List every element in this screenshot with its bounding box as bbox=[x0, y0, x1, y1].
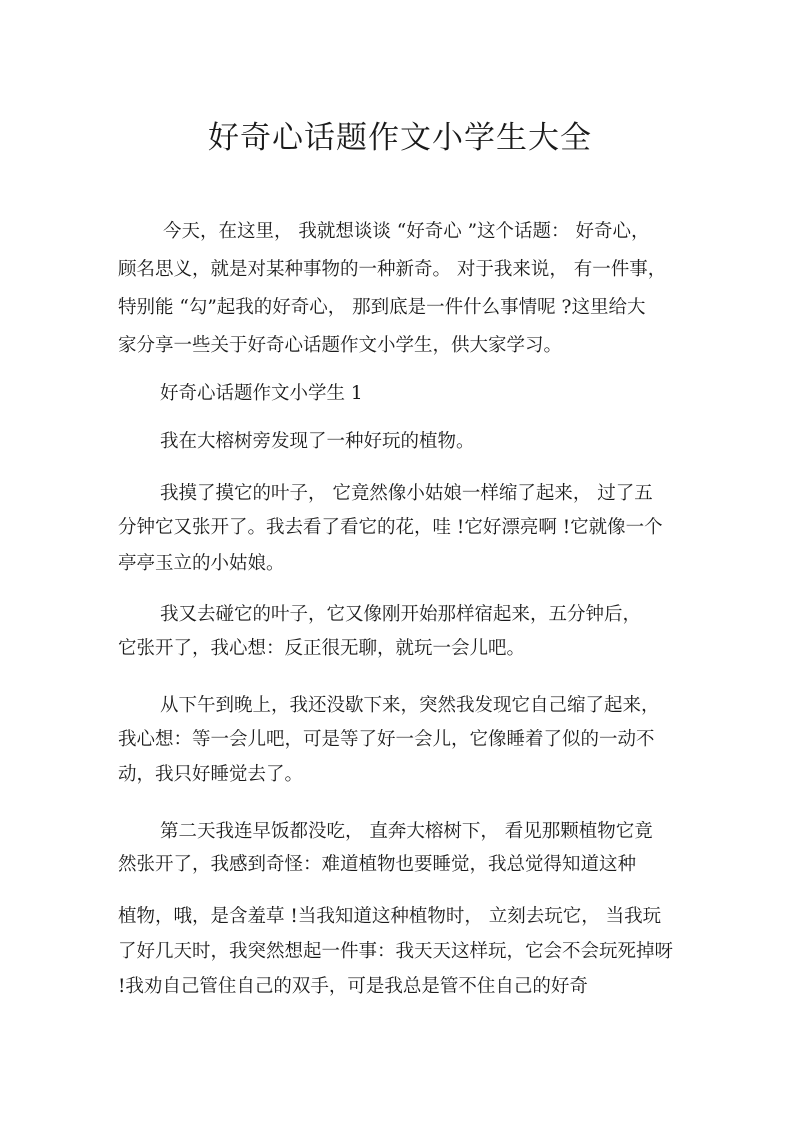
text-line: !我劝自己管住自己的双手，可是我总是管不住自己的好奇 bbox=[118, 976, 588, 997]
text-line: 植物，哦，是含羞草 !当我知道这种植物时， 立刻去玩它， 当我玩 bbox=[118, 906, 662, 927]
text-line: 了好几天时，我突然想起一件事：我天天这样玩，它会不会玩死掉呀 bbox=[118, 941, 674, 962]
section-heading: 好奇心话题作文小学生 1 bbox=[160, 383, 363, 404]
text-line: 特别能 “勾”起我的好奇心， 那到底是一件什么事情呢 ?这里给大 bbox=[118, 297, 646, 318]
text-line: 我又去碰它的叶子，它又像刚开始那样宿起来，五分钟后， bbox=[160, 604, 642, 625]
document-title: 好奇心话题作文小学生大全 bbox=[208, 120, 592, 156]
text-line: 然张开了，我感到奇怪：难道植物也要睡觉，我总觉得知道这种 bbox=[118, 854, 637, 875]
text-line: 分钟它又张开了。我去看了看它的花，哇 !它好漂亮啊 !它就像一个 bbox=[118, 517, 663, 538]
text-line: 动，我只好睡觉去了。 bbox=[118, 764, 304, 785]
text-line: 我心想：等一会儿吧，可是等了好一会儿，它像睡着了似的一动不 bbox=[118, 729, 655, 750]
text-line: 今天，在这里， 我就想谈谈 “好奇心 ”这个话题： 好奇心， bbox=[163, 221, 650, 242]
text-line: 从下午到晚上，我还没歇下来，突然我发现它自己缩了起来， bbox=[160, 695, 660, 716]
text-line: 亭亭玉立的小姑娘。 bbox=[118, 553, 285, 574]
text-line: 我在大榕树旁发现了一种好玩的植物。 bbox=[160, 431, 475, 452]
text-line: 第二天我连早饭都没吃， 直奔大榕树下， 看见那颗植物它竟 bbox=[160, 821, 653, 842]
text-line: 家分享一些关于好奇心话题作文小学生，供大家学习。 bbox=[118, 335, 563, 356]
text-line: 顾名思义，就是对某种事物的一种新奇。 对于我来说， 有一件事， bbox=[118, 259, 667, 280]
text-line: 它张开了，我心想：反正很无聊，就玩一会儿吧。 bbox=[118, 638, 526, 659]
text-line: 我摸了摸它的叶子， 它竟然像小姑娘一样缩了起来， 过了五 bbox=[160, 483, 653, 504]
